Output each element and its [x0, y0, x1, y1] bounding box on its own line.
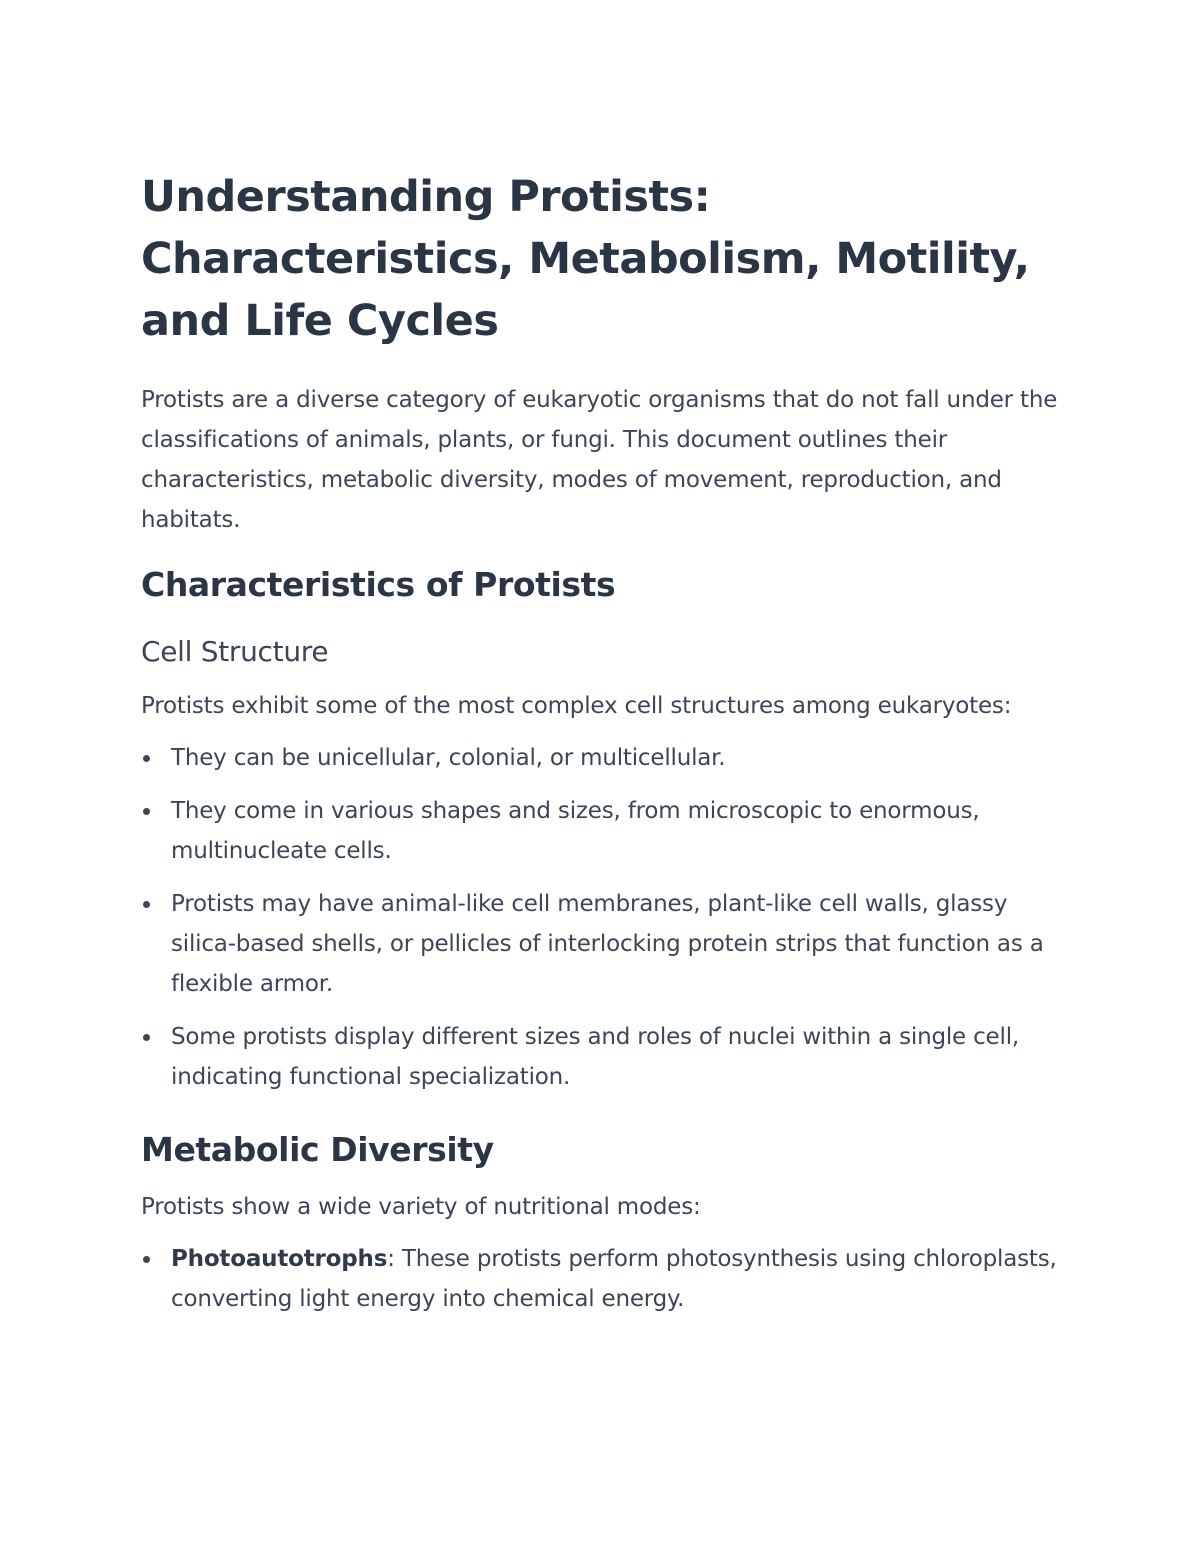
section-heading-characteristics: Characteristics of Protists [141, 565, 616, 604]
bullet-icon [143, 1256, 150, 1263]
list-item-text: Some protists display different sizes and roles of nuclei within a single cell, indicating functional specialization. [171, 1024, 1020, 1090]
section-heading-metabolic-diversity: Metabolic Diversity [141, 1130, 494, 1169]
document-page [141, 166, 1061, 1332]
list-item [141, 738, 1061, 778]
bullet-icon [143, 808, 150, 815]
list-item-text: They come in various shapes and sizes, from microscopic to enormous, multinucleate cells. [171, 798, 980, 864]
cell-structure-lead: Protists exhibit some of the most complex cell structures among eukaryotes: [141, 693, 1012, 719]
metabolic-diversity-list [141, 1239, 1061, 1319]
bullet-icon [143, 901, 150, 908]
list-item-text: : These protists perform photosynthesis using chloroplasts, converting light energy into chemical energy. [171, 1246, 1057, 1312]
list-item-term: Photoautotrophs [171, 1246, 388, 1272]
list-item-text: Protists may have animal-like cell membranes, plant-like cell walls, glassy silica-based shells, or pellicles of interlocking protein strips that function as a flexible armor. [171, 891, 1044, 997]
list-item [141, 1017, 1061, 1097]
list-item-text: They can be unicellular, colonial, or multicellular. [171, 745, 726, 771]
cell-structure-list [141, 738, 1061, 1097]
bullet-icon [143, 1034, 150, 1041]
metabolic-diversity-lead: Protists show a wide variety of nutritional modes: [141, 1194, 701, 1220]
subheading-cell-structure: Cell Structure [141, 635, 329, 668]
list-item [141, 884, 1061, 1004]
list-item [141, 791, 1061, 871]
intro-paragraph: Protists are a diverse category of eukaryotic organisms that do not fall under the classifications of animals, plants, or fungi. This document outlines their characteristics, metabolic diversity, modes of movement, reproduction, and habitats. [141, 387, 1058, 533]
document-title: Understanding Protists: Characteristics, Metabolism, Motility, and Life Cycles [141, 172, 1030, 346]
list-item [141, 1239, 1061, 1319]
bullet-icon [143, 755, 150, 762]
